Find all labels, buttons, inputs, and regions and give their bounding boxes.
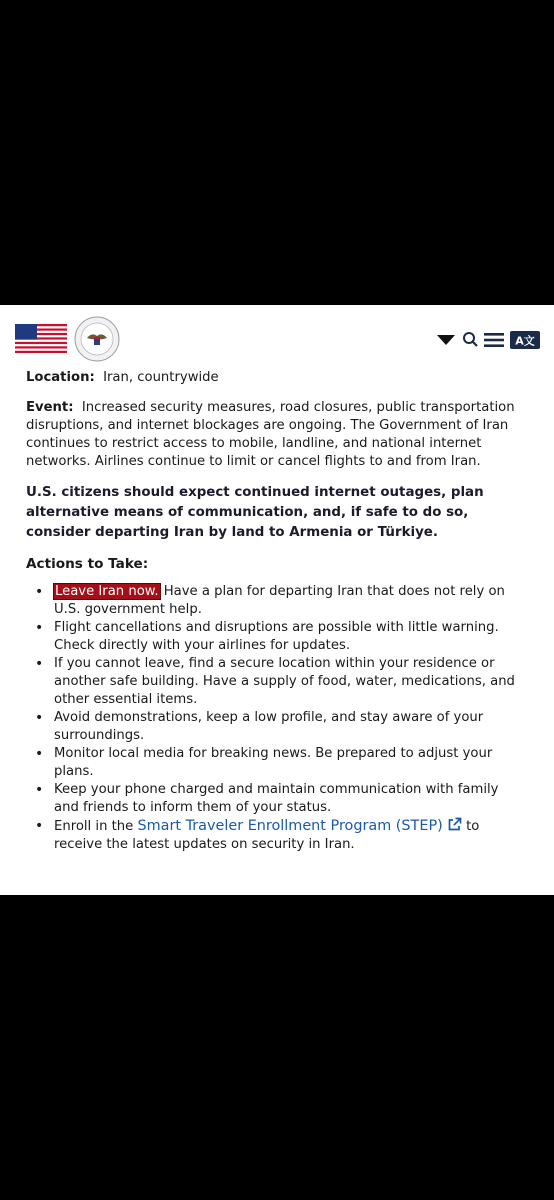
- step-link[interactable]: Smart Traveler Enrollment Program (STEP): [137, 818, 443, 834]
- action-item: [26, 583, 526, 619]
- menu-icon[interactable]: [484, 332, 504, 348]
- site-header: [0, 305, 554, 371]
- leave-now-highlight: Leave Iran now.: [55, 584, 159, 599]
- translate-icon[interactable]: [510, 331, 540, 349]
- action-item: • Flight cancellations and disruptions are possible with little warning. Check directly with your airlines for updates.: [26, 619, 526, 655]
- event-paragraph: [26, 399, 526, 471]
- action-item: • If you cannot leave, find a secure location within your residence or another safe building. Have a supply of food, water, medications, and other essential items.: [26, 655, 526, 709]
- location-line: [26, 369, 526, 387]
- us-flag-icon: [15, 324, 67, 353]
- advisory-panel: [0, 305, 554, 895]
- advisory-content: [26, 369, 526, 854]
- search-icon[interactable]: [462, 331, 478, 349]
- external-link-icon[interactable]: [447, 817, 462, 832]
- event-label: Event:: [26, 400, 74, 415]
- location-value: Iran, countrywide: [103, 370, 219, 385]
- dropdown-triangle-icon[interactable]: [436, 333, 456, 347]
- action-item-text: Have a plan for departing Iran that does not rely on U.S. government help.: [54, 584, 505, 617]
- citizen-advice: U.S. citizens should expect continued internet outages, plan alternative means of communication, and, if safe to do so, consider departing Iran by land to Armenia or Türkiye.: [26, 485, 484, 540]
- action-item: [26, 817, 526, 854]
- action-item: • Monitor local media for breaking news. Be prepared to adjust your plans.: [26, 745, 526, 781]
- svg-text:A文: A文: [515, 334, 535, 348]
- header-controls: [436, 329, 540, 351]
- actions-list: [26, 583, 526, 854]
- step-prefix: Enroll in the: [54, 819, 138, 834]
- actions-heading: Actions to Take:: [26, 556, 149, 572]
- location-label: Location:: [26, 370, 95, 385]
- action-item: • Keep your phone charged and maintain communication with family and friends to inform them of your status.: [26, 781, 526, 817]
- action-item: • Avoid demonstrations, keep a low profile, and stay aware of your surroundings.: [26, 709, 526, 745]
- step-suffix: to receive the latest updates on security in Iran.: [54, 819, 480, 852]
- department-of-state-seal-icon: [74, 316, 120, 362]
- event-text: Increased security measures, road closures, public transportation disruptions, and internet blockages are ongoing. The Government of Iran continues to restrict access to mobile, landline, and national internet networks. Airlines continue to limit or cancel flights to and from Iran.: [26, 400, 515, 469]
